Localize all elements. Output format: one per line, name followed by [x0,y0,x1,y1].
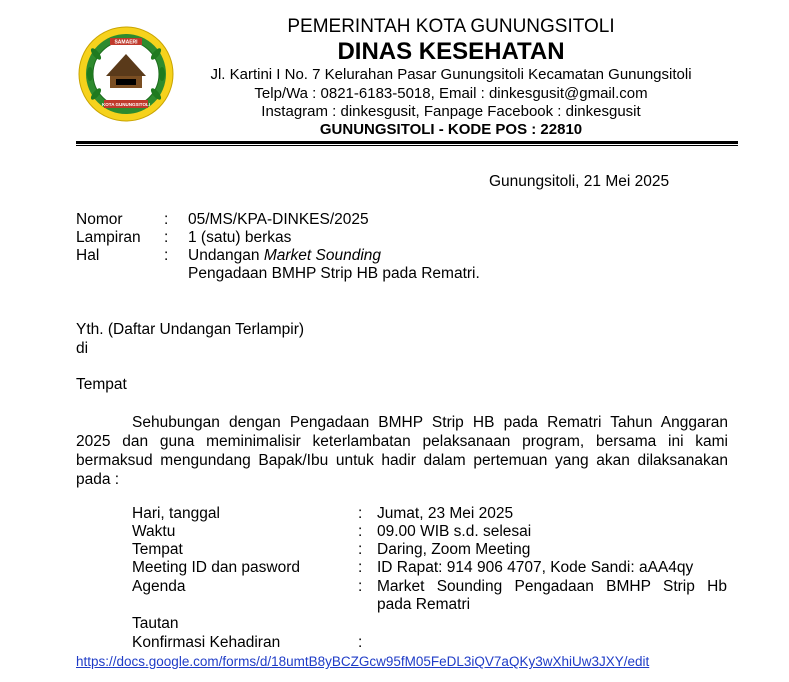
gov-name: PEMERINTAH KOTA GUNUNGSITOLI [287,16,615,37]
meeting-label: Meeting ID dan pasword [132,559,301,576]
meeting-colon: : [358,559,363,576]
hal-value-line2: Pengadaan BMHP Strip HB pada Rematri. [188,265,480,282]
date-place: Gunungsitoli, 21 Mei 2025 [489,173,670,190]
agenda-value-line2: pada Rematri [377,596,471,613]
lampiran-colon: : [164,229,169,246]
hal-label: Hal [76,247,100,264]
logo-bottom-text: KOTA GUNUNGSITOLI [102,102,150,107]
social: Instagram : dinkesgusit, Fanpage Facebook : dinkesgusit [261,103,641,120]
logo-top-text: SAMAERI [114,39,138,46]
hal-value [188,247,381,265]
waktu-colon: : [358,523,363,540]
hal-italic: Market Sounding [263,247,382,264]
tempat-colon: : [358,541,363,558]
contact: Telp/Wa : 0821-6183-5018, Email : dinkesgusit@gmail.com [254,85,648,102]
hari-value: Jumat, 23 Mei 2025 [377,505,514,522]
tempat-value: Daring, Zoom Meeting [377,541,531,558]
nomor-value: 05/MS/KPA-DINKES/2025 [188,211,369,228]
waktu-label: Waktu [132,523,176,540]
hal-prefix: Undangan [188,247,264,264]
address: Jl. Kartini I No. 7 Kelurahan Pasar Gunungsitoli Kecamatan Gunungsitoli [210,66,692,83]
recipient-tempat: Tempat [76,376,127,393]
hal-colon: : [164,247,169,264]
agenda-label: Agenda [132,578,186,595]
hari-colon: : [358,505,363,522]
hari-label: Hari, tanggal [132,505,220,522]
body-line-1: Sehubungan dengan Pengadaan BMHP Strip HB pada Rematri Tahun Anggaran [132,414,728,431]
form-link-wrap [76,653,649,671]
konfirmasi-colon: : [358,634,363,651]
nomor-label: Nomor [76,211,123,228]
letterhead-divider [76,141,738,144]
recipient-di: di [76,340,89,357]
body-line-4: pada : [76,471,120,488]
letterhead-divider-thin [76,145,738,146]
lampiran-value: 1 (satu) berkas [188,229,292,246]
city-logo [76,24,176,124]
waktu-value: 09.00 WIB s.d. selesai [377,523,532,540]
tautan-label: Tautan [132,615,179,632]
office-name: DINAS KESEHATAN [337,38,565,65]
form-link[interactable]: https://docs.google.com/forms/d/18umtB8yBCZGcw95fM05FeDL3iQV7aQKy3wXhiUw3JXY/edit [76,654,650,669]
body-line-2: 2025 dan guna meminimalisir keterlambatan pelaksanaan program, bersama ini kami [76,433,728,450]
lampiran-label: Lampiran [76,229,141,246]
postal: GUNUNGSITOLI - KODE POS : 22810 [319,121,583,138]
tempat-label: Tempat [132,541,183,558]
konfirmasi-label: Konfirmasi Kehadiran [132,634,281,651]
recipient-yth: Yth. (Daftar Undangan Terlampir) [76,321,305,338]
body-line-3: bermaksud mengundang Bapak/Ibu untuk hadir dalam pertemuan yang akan dilaksanakan [76,452,728,469]
agenda-value-line1: Market Sounding Pengadaan BMHP Strip Hb [377,578,727,595]
agenda-colon: : [358,578,363,595]
nomor-colon: : [164,211,169,228]
meeting-value: ID Rapat: 914 906 4707, Kode Sandi: aAA4qy [377,559,694,576]
